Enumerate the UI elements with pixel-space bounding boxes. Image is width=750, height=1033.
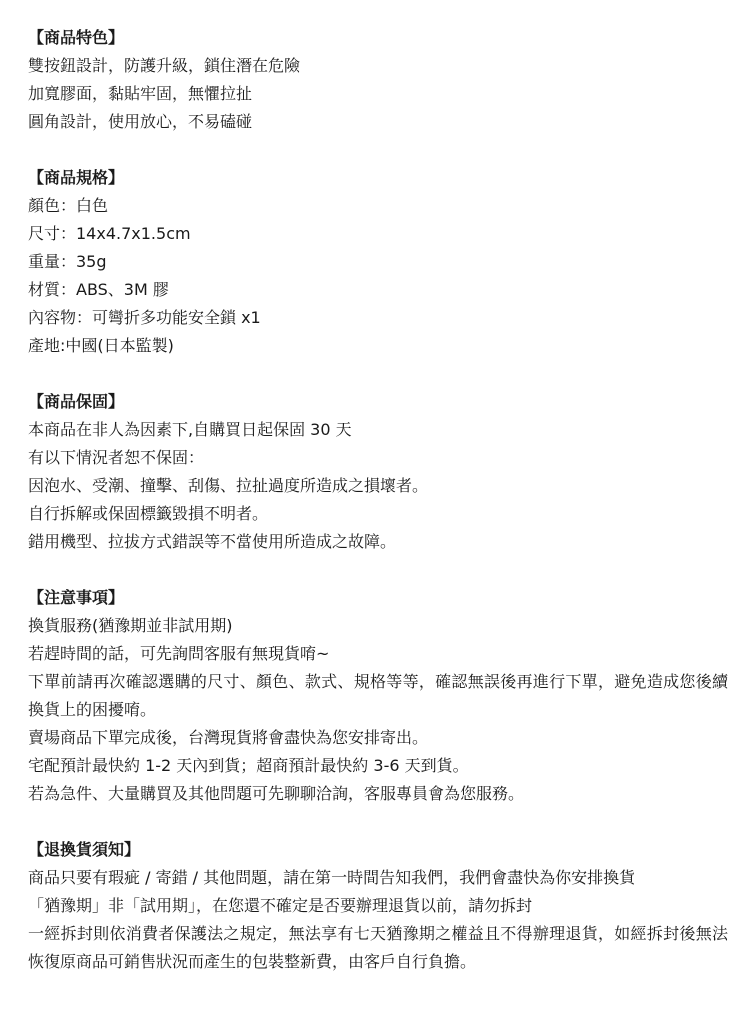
notes-line: 換貨服務(猶豫期並非試用期)	[28, 616, 233, 635]
returns-line: 商品只要有瑕疵 / 寄錯 / 其他問題，請在第一時間告知我們，我們會盡快為你安排換貨	[28, 868, 636, 887]
features-line: 圓角設計，使用放心，不易磕碰	[28, 112, 253, 131]
section-title-specs: 【商品規格】	[28, 168, 125, 187]
notes-line: 下單前請再次確認選購的尺寸、顏色、款式、規格等等，確認無誤後再進行下單，避免造成您後續換貨上的困擾唷。	[28, 672, 728, 719]
section-warranty	[28, 388, 738, 556]
spec-contents: 內容物：可彎折多功能安全鎖 x1	[28, 308, 261, 327]
section-title-warranty: 【商品保固】	[28, 392, 125, 411]
section-specs	[28, 164, 738, 360]
notes-line: 宅配預計最快約 1-2 天內到貨；超商預計最快約 3-6 天到貨。	[28, 756, 469, 775]
spec-origin: 產地:中國(日本監製)	[28, 336, 174, 355]
section-notes	[28, 584, 738, 808]
warranty-line: 因泡水、受潮、撞擊、刮傷、拉扯過度所造成之損壞者。	[28, 476, 429, 495]
features-line: 加寬膠面，黏貼牢固，無懼拉扯	[28, 84, 253, 103]
spec-weight: 重量：35g	[28, 252, 107, 271]
warranty-line: 本商品在非人為因素下,自購買日起保固 30 天	[28, 420, 352, 439]
section-title-features: 【商品特色】	[28, 28, 125, 47]
notes-line: 若趕時間的話，可先詢問客服有無現貨唷~	[28, 644, 330, 663]
spec-color: 顏色：白色	[28, 196, 109, 215]
warranty-line: 有以下情況者恕不保固：	[28, 448, 205, 467]
notes-line: 賣場商品下單完成後，台灣現貨將會盡快為您安排寄出。	[28, 728, 429, 747]
returns-line: 一經拆封則依消費者保護法之規定，無法享有七天猶豫期之權益且不得辦理退貨，如經拆封後無法恢復原商品可銷售狀況而產生的包裝整新費，由客戶自行負擔。	[28, 924, 728, 971]
spec-material: 材質：ABS、3M 膠	[28, 280, 169, 299]
returns-line: 「猶豫期」非「試用期」，在您還不確定是否要辦理退貨以前，請勿拆封	[28, 896, 533, 915]
section-title-returns: 【退換貨須知】	[28, 840, 141, 859]
section-returns	[28, 836, 738, 976]
spec-size: 尺寸：14x4.7x1.5cm	[28, 224, 191, 243]
section-title-notes: 【注意事項】	[28, 588, 125, 607]
section-features	[28, 24, 738, 136]
warranty-line: 錯用機型、拉拔方式錯誤等不當使用所造成之故障。	[28, 532, 397, 551]
notes-line: 若為急件、大量購買及其他問題可先聊聊洽詢，客服專員會為您服務。	[28, 784, 525, 803]
warranty-line: 自行拆解或保固標籤毀損不明者。	[28, 504, 269, 523]
features-line: 雙按鈕設計，防護升級，鎖住潛在危險	[28, 56, 301, 75]
